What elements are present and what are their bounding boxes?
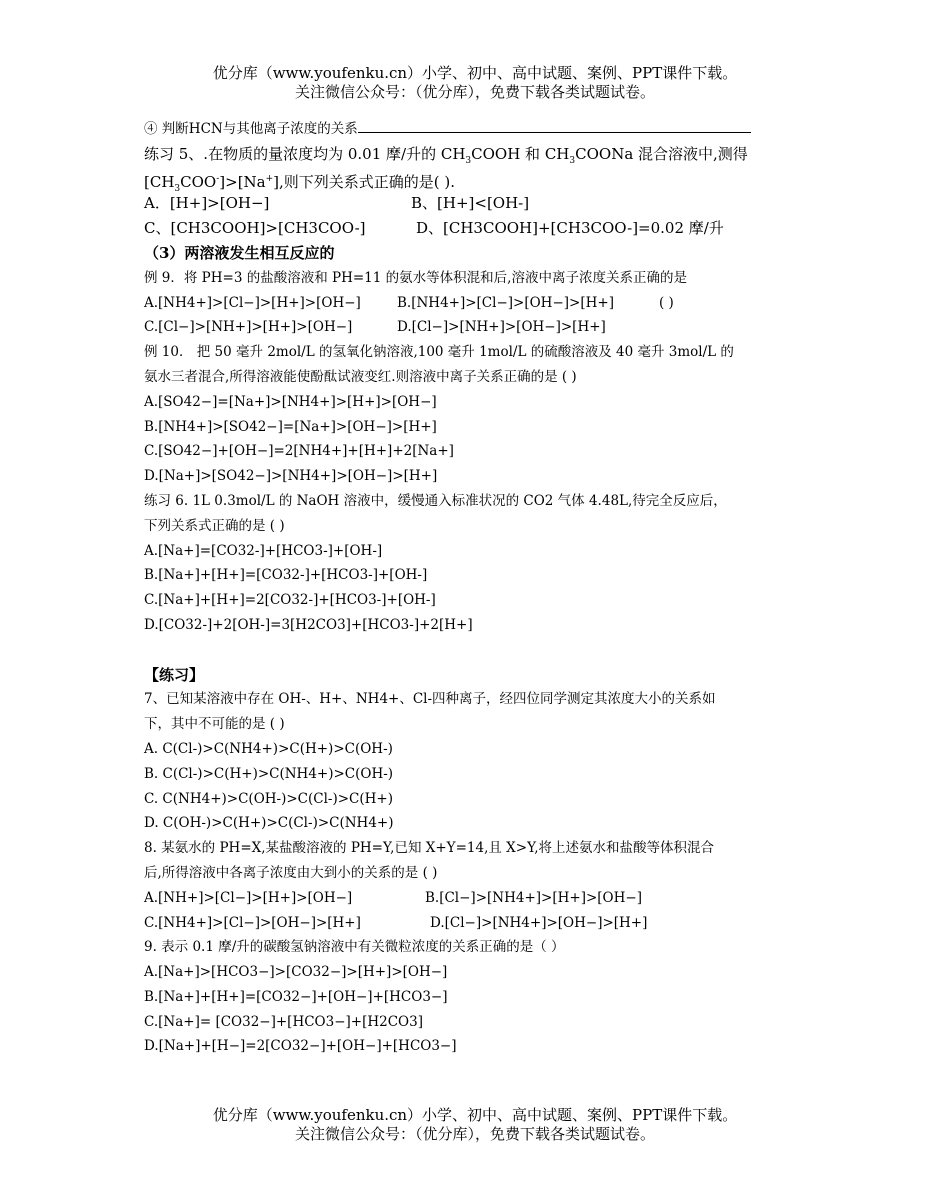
option-c: C. C(NH4+)>C(OH-)>C(Cl-)>C(H+) bbox=[144, 790, 393, 807]
section-heading: （3）两溶液发生相互反应的 bbox=[144, 243, 335, 262]
option-a: A. C(Cl-)>C(NH4+)>C(H+)>C(OH-) bbox=[144, 740, 393, 757]
option-b: B. C(Cl-)>C(H+)>C(NH4+)>C(OH-) bbox=[144, 765, 394, 782]
option-d: D.[CO32-]+2[OH-]=3[H2CO3]+[HCO3-]+2[H+] bbox=[144, 616, 473, 633]
exercise-6-stem: 练习 6. 1L 0.3mol/L 的 NaOH 溶液中，缓慢通入标准状况的 CO2 气体 4.48L,待完全反应后， bbox=[144, 492, 727, 509]
option-c: C.[SO42−]+[OH−]=2[NH4+]+[H+]+2[Na+] bbox=[144, 443, 454, 460]
example-9-options-ab bbox=[144, 291, 814, 316]
option-c: C、[CH3COOH]>[CH3COO-] bbox=[144, 219, 366, 238]
option-a: A.[NH+]>[Cl−]>[H+]>[OH−] bbox=[144, 889, 353, 906]
question-8-stem-line-2: 后,所得溶液中各离子浓度由大到小的关系的是 ( ) bbox=[144, 864, 438, 881]
question-8-stem: 8. 某氨水的 PH=X,某盐酸溶液的 PH=Y,已知 X+Y=14,且 X>Y,将上述氨水和盐酸等体积混合 bbox=[144, 840, 715, 857]
exercise-5-options-ab bbox=[144, 191, 814, 216]
page-header bbox=[0, 64, 950, 102]
header-line-1: 优分库（www.youfenku.cn）小学、初中、高中试题、案例、PPT课件下载。 bbox=[212, 64, 738, 82]
question-7-stem-line-2: 下，其中不可能的是 ( ) bbox=[144, 716, 285, 733]
option-d: D. C(OH-)>C(H+)>C(Cl-)>C(NH4+) bbox=[144, 815, 394, 832]
option-a: A.[NH4+]>[Cl−]>[H+]>[OH−] bbox=[144, 294, 361, 311]
option-c: C.[Cl−]>[NH+]>[H+]>[OH−] bbox=[144, 319, 353, 336]
option-b: B.[Na+]+[H+]=[CO32−]+[OH−]+[HCO3−] bbox=[144, 988, 448, 1005]
example-9-options-cd bbox=[144, 315, 814, 340]
option-d: D、[CH3COOH]+[CH3COO-]=0.02 摩/升 bbox=[416, 219, 724, 238]
option-a: A.[Na+]=[CO32-]+[HCO3-]+[OH-] bbox=[144, 542, 383, 559]
footer-line-2: 关注微信公众号：（优分库），免费下载各类试题试卷。 bbox=[294, 1125, 655, 1143]
exercise-5-options-cd bbox=[144, 216, 814, 241]
question-7-stem: 7、已知某溶液中存在 OH-、H+、NH4+、Cl-四种离子，经四位同学测定其浓度大小的关系如 bbox=[144, 691, 716, 708]
answer-blank bbox=[358, 118, 751, 133]
option-b: B.[NH4+]>[Cl−]>[OH−]>[H+] bbox=[397, 294, 614, 311]
option-c: C.[Na+]= [CO32−]+[HCO3−]+[H2CO3] bbox=[144, 1013, 423, 1030]
option-d: D.[Na+]>[SO42−]>[NH4+]>[OH−]>[H+] bbox=[144, 468, 438, 485]
question-8-options-ab bbox=[144, 886, 814, 911]
practice-heading: 【练习】 bbox=[144, 665, 205, 684]
option-b: B.[Na+]+[H+]=[CO32-]+[HCO3-]+[OH-] bbox=[144, 567, 428, 584]
question-9-stem: 9. 表示 0.1 摩/升的碳酸氢钠溶液中有关微粒浓度的关系正确的是（ ） bbox=[144, 939, 565, 956]
option-c: C.[NH4+]>[Cl−]>[OH−]>[H+] bbox=[144, 914, 361, 931]
option-a: A．[H+]>[OH−] bbox=[144, 194, 270, 213]
answer-paren: ( ) bbox=[659, 294, 674, 311]
header-line-2: 关注微信公众号：（优分库），免费下载各类试题试卷。 bbox=[294, 83, 655, 101]
question-4-line: ④ 判断HCN与其他离子浓度的关系 bbox=[144, 117, 814, 142]
option-b: B.[NH4+]>[SO42−]=[Na+]>[OH−]>[H+] bbox=[144, 418, 437, 435]
option-b: B、[H+]<[OH-] bbox=[411, 194, 530, 213]
example-10-stem-line-2: 氨水三者混合,所得溶液能使酚酞试液变红.则溶液中离子关系正确的是 ( ) bbox=[144, 368, 577, 385]
question-8-options-cd bbox=[144, 911, 814, 936]
spacer bbox=[144, 638, 814, 663]
example-10-stem: 例 10． 把 50 毫升 2mol/L 的氢氧化钠溶液,100 毫升 1mol/L 的硫酸溶液及 40 毫升 3mol/L 的 bbox=[144, 344, 734, 361]
exercise-6-stem-line-2: 下列关系式正确的是 ( ) bbox=[144, 517, 285, 534]
exercise-5-stem-line-2: $[CH_3COO^-]>[Na^+]$,则下列关系式正确的是( ). bbox=[144, 172, 456, 194]
option-a: A.[SO42−]=[Na+]>[NH4+]>[H+]>[OH−] bbox=[144, 393, 437, 410]
option-a: A.[Na+]>[HCO3−]>[CO32−]>[H+]>[OH−] bbox=[144, 964, 448, 981]
example-9-stem: 例 9．将 PH=3 的盐酸溶液和 PH=11 的氨水等体积混和后,溶液中离子浓度关系正确的是 bbox=[144, 269, 687, 286]
option-d: D.[Na+]+[H−]=2[CO32−]+[OH−]+[HCO3−] bbox=[144, 1038, 457, 1055]
footer-line-1: 优分库（www.youfenku.cn）小学、初中、高中试题、案例、PPT课件下载。 bbox=[212, 1106, 738, 1124]
option-c: C.[Na+]+[H+]=2[CO32-]+[HCO3-]+[OH-] bbox=[144, 592, 436, 609]
document-body bbox=[144, 117, 814, 1059]
option-b: B.[Cl−]>[NH4+]>[H+]>[OH−] bbox=[425, 889, 642, 906]
option-d: D.[Cl−]>[NH+]>[OH−]>[H+] bbox=[397, 319, 606, 336]
option-d: D.[Cl−]>[NH4+]>[OH−]>[H+] bbox=[430, 914, 648, 931]
page-footer bbox=[0, 1106, 950, 1144]
exercise-5-stem: 练习 5、.在物质的量浓度均为 0.01 摩/升的 $CH_3COOH$ 和 $CH_3COONa$ 混合溶液中,测得 bbox=[144, 144, 748, 166]
